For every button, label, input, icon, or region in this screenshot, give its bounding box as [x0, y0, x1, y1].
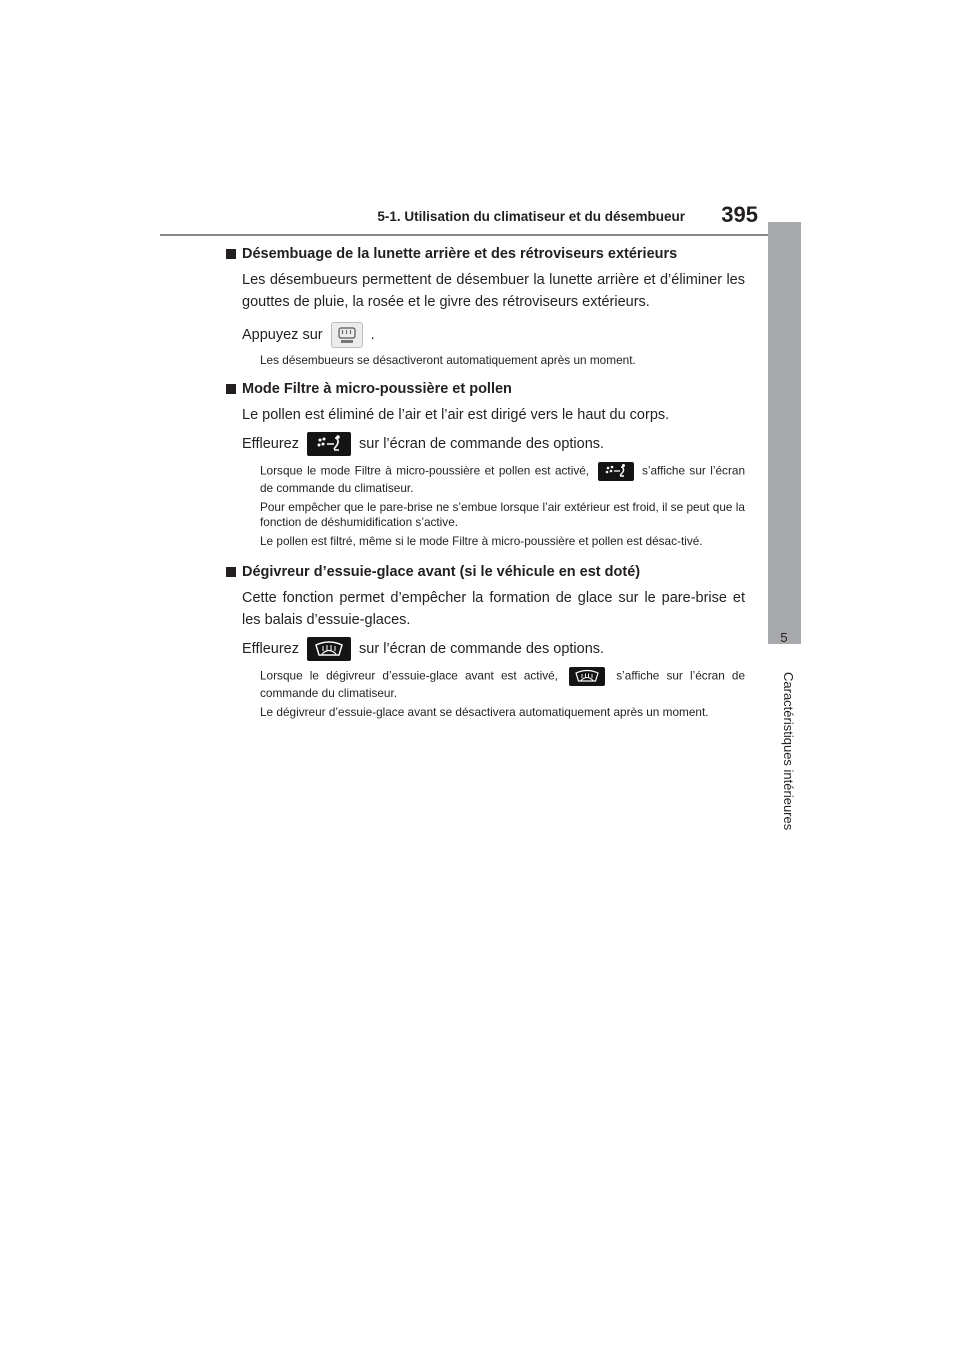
- section-title-text: Mode Filtre à micro-poussière et pollen: [242, 381, 512, 397]
- note: [225, 667, 745, 701]
- side-tab-label: Caractéristiques intérieures: [781, 672, 796, 831]
- note: Le dégivreur d’essuie-glace avant se désactivera automatiquement après un moment.: [260, 705, 709, 719]
- instruction-line: [225, 321, 745, 349]
- rear-window-defogger-icon: [331, 322, 363, 348]
- note-text: s’affiche sur l’écran de commande du climatiseur.: [260, 668, 746, 700]
- page-content: [225, 243, 745, 720]
- note: Le pollen est filtré, même si le mode Filtre à micro-poussière et pollen est désac-tivé.: [260, 534, 703, 548]
- note-text: Lorsque le mode Filtre à micro-poussière et pollen est activé,: [260, 463, 590, 478]
- note: [225, 462, 745, 496]
- pollen-filter-mode-icon: [307, 432, 351, 456]
- instruction-text: Effleurez: [242, 641, 299, 657]
- instruction-text: Appuyez sur: [242, 327, 323, 343]
- section-body: Le pollen est éliminé de l’air et l’air est dirigé vers le haut du corps.: [242, 407, 670, 423]
- section-title-rear-defog: [225, 243, 745, 265]
- instruction-line: [225, 635, 745, 663]
- section-title-text: Dégivreur d’essuie-glace avant (si le véhicule en est doté): [242, 564, 641, 580]
- page-number: 395: [721, 202, 758, 227]
- square-bullet-icon: [226, 384, 236, 394]
- section-body: Les désembueurs permettent de désembuer la lunette arrière et d’éliminer les gouttes de pluie, la rosée et le givre des rétroviseurs extérieurs.: [242, 272, 745, 310]
- section-title-pollen: [225, 378, 745, 400]
- note-text: s’affiche sur l’écran de commande du climatiseur.: [260, 463, 746, 495]
- windshield-wiper-deicer-icon: [307, 637, 351, 661]
- instruction-end: .: [370, 327, 375, 343]
- instruction-line: [225, 430, 745, 458]
- instruction-text: Effleurez: [242, 436, 299, 452]
- square-bullet-icon: [226, 567, 236, 577]
- note-text: Lorsque le dégivreur d’essuie-glace avant est activé,: [260, 668, 558, 683]
- note: Pour empêcher que le pare-brise ne s’embue lorsque l’air extérieur est froid, il se peut que la fonction de déshumidification s’active.: [260, 500, 745, 529]
- pollen-filter-mode-icon: [598, 462, 634, 481]
- windshield-wiper-deicer-icon: [569, 667, 605, 686]
- chapter-side-tab: [768, 222, 801, 644]
- header-title: 5-1. Utilisation du climatiseur et du désembueur: [377, 209, 685, 224]
- instruction-text: sur l’écran de commande des options.: [359, 436, 605, 452]
- page-header: [160, 200, 800, 236]
- note: Les désembueurs se désactiveront automatiquement après un moment.: [260, 353, 636, 367]
- section-body: Cette fonction permet d’empêcher la formation de glace sur le pare-brise et les balais d’essuie-glaces.: [242, 590, 745, 628]
- side-tab-chapter-number: 5: [780, 630, 788, 645]
- section-pollen: [225, 378, 745, 549]
- square-bullet-icon: [226, 249, 236, 259]
- section-title-text: Désembuage de la lunette arrière et des rétroviseurs extérieurs: [242, 246, 678, 262]
- instruction-text: sur l’écran de commande des options.: [359, 641, 605, 657]
- section-deicer: [225, 561, 745, 720]
- section-title-deicer: [225, 561, 745, 583]
